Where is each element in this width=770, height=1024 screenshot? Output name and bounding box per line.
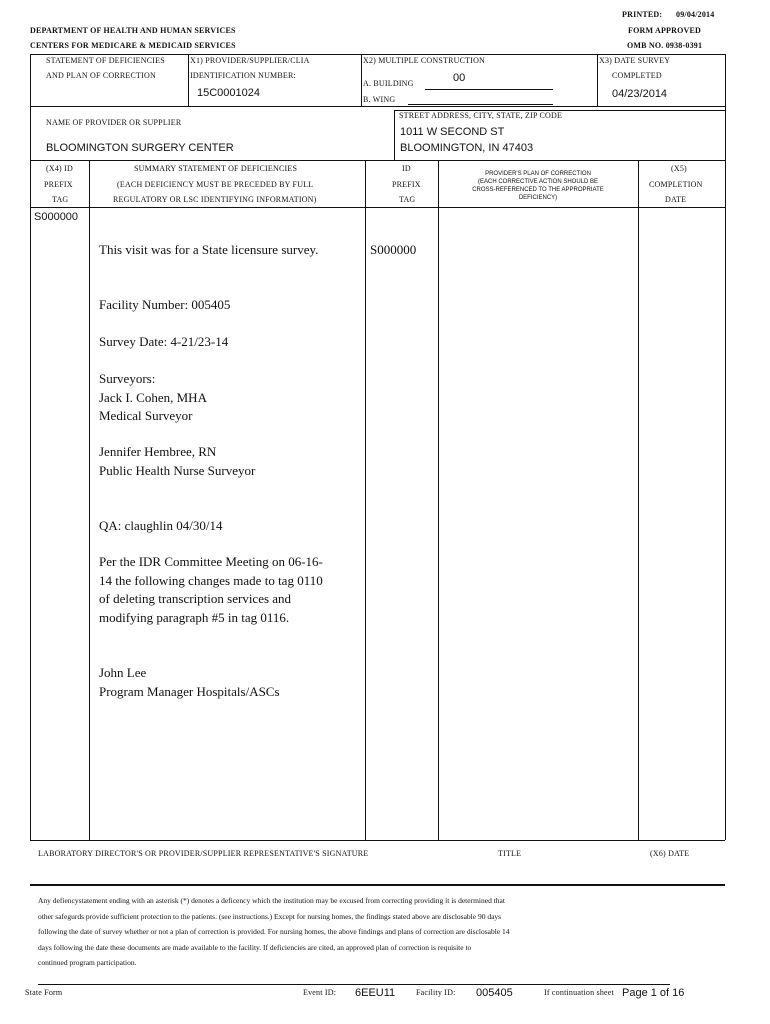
- department-title: DEPARTMENT OF HEALTH AND HUMAN SERVICES: [30, 26, 236, 35]
- paragraph-visit: This visit was for a State licensure survey.: [99, 242, 319, 257]
- signoff-title: Program Manager Hospitals/ASCs: [99, 683, 280, 699]
- omb-number: OMB NO. 0938-0391: [627, 41, 703, 50]
- x1-label-line2: IDENTIFICATION NUMBER:: [190, 71, 296, 80]
- plan-header-line2: (EACH CORRECTIVE ACTION SHOULD BE: [477, 179, 599, 185]
- address-street: 1011 W SECOND ST: [400, 126, 505, 138]
- address-label: STREET ADDRESS, CITY, STATE, ZIP CODE: [399, 111, 563, 120]
- x4-header-line2: PREFIX: [44, 180, 73, 189]
- id-header-line3: TAG: [399, 195, 416, 204]
- x4-header-line1: (X4) ID: [46, 164, 73, 173]
- id-header-line2: PREFIX: [392, 180, 421, 189]
- paragraph-survey-date: Survey Date: 4-21/23-14: [99, 334, 229, 349]
- building-label: A. BUILDING: [363, 79, 414, 88]
- signature-label: LABORATORY DIRECTOR'S OR PROVIDER/SUPPLIER REPRESENTATIVE'S SIGNATURE: [38, 849, 369, 858]
- title-label: TITLE: [498, 849, 522, 858]
- page-number: Page 1 of 16: [622, 987, 685, 999]
- building-value: 00: [453, 72, 466, 84]
- x5-header-line1: (X5): [671, 164, 687, 173]
- paragraph-qa: QA: claughlin 04/30/14: [99, 518, 223, 533]
- disclaimer-line5: continued program participation.: [38, 958, 137, 967]
- x5-header-line3: DATE: [665, 195, 687, 204]
- provider-name: BLOOMINGTON SURGERY CENTER: [46, 142, 234, 154]
- wing-label: B. WING: [363, 95, 396, 104]
- printed-label: PRINTED:: [622, 10, 663, 19]
- paragraph-facility-number: Facility Number: 005405: [99, 297, 231, 312]
- surveyors-heading: Surveyors:: [99, 371, 156, 386]
- disclaimer-line2: other safegurds provide sufficient protection to the patients. (see instructions.) Except for nursing homes, the findings stated above are disclosable 90 days: [38, 911, 502, 921]
- right-prefix-tag: S000000: [370, 242, 417, 257]
- provider-name-label: NAME OF PROVIDER OR SUPPLIER: [46, 118, 182, 127]
- x3-label-line2: COMPLETED: [612, 71, 662, 80]
- disclaimer-line3: following the date of survey whether or not a plan of correction is provided. For nursing homes, the above findings and plans of correction are disclosable 14: [38, 927, 510, 936]
- statement-label-line2: AND PLAN OF CORRECTION: [46, 71, 156, 80]
- summary-header-line2: (EACH DEFICIENCY MUST BE PRECEDED BY FULL: [117, 180, 314, 189]
- form-approved: FORM APPROVED: [628, 26, 702, 35]
- event-id-label: Event ID:: [303, 988, 337, 997]
- facility-id-label: Facility ID:: [416, 988, 456, 997]
- x6-date-label: (X6) DATE: [650, 849, 690, 858]
- disclaimer: [38, 893, 618, 971]
- signoff-name: John Lee: [99, 665, 147, 680]
- state-form-label: State Form: [25, 988, 63, 997]
- plan-header: [440, 170, 636, 202]
- survey-date-completed: 04/23/2014: [612, 88, 668, 100]
- plan-header-line1: PROVIDER'S PLAN OF CORRECTION: [485, 171, 591, 177]
- continuation-label: If continuation sheet: [544, 988, 614, 997]
- facility-id-value: 005405: [476, 987, 513, 999]
- left-prefix-tag: S000000: [34, 211, 79, 223]
- surveyor-1-title: Medical Surveyor: [99, 408, 193, 423]
- x1-label-line1: X1) PROVIDER/SUPPLIER/CLIA: [190, 56, 310, 65]
- paragraph-signoff: [99, 664, 329, 701]
- paragraph-surveyors: [99, 370, 329, 426]
- surveyor-2-name: Jennifer Hembree, RN: [99, 444, 217, 459]
- summary-header-line3: REGULATORY OR LSC IDENTIFYING INFORMATION): [113, 195, 317, 204]
- address-city: BLOOMINGTON, IN 47403: [400, 142, 534, 154]
- x3-label-line1: X3) DATE SURVEY: [599, 56, 671, 65]
- surveyor-1-name: Jack I. Cohen, MHA: [99, 389, 207, 405]
- disclaimer-line4: days following the date these documents are made available to the facility. If deficiencies are cited, an approved plan of correction is requisite to: [38, 942, 472, 952]
- paragraph-surveyor-2: [99, 443, 329, 480]
- x2-label: X2) MULTIPLE CONSTRUCTION: [363, 56, 486, 65]
- disclaimer-line1: Any defiencystatement ending with an asterisk (*) denotes a deficency which the institution may be excused from correcting providing it is determined that: [38, 896, 505, 905]
- id-header-line1: ID: [402, 164, 411, 173]
- statement-label-line1: STATEMENT OF DEFICIENCIES: [46, 56, 165, 65]
- clia-number: 15C0001024: [197, 87, 261, 99]
- event-id-value: 6EEU11: [355, 987, 396, 999]
- x4-header-line3: TAG: [52, 195, 69, 204]
- x5-header-line2: COMPLETION: [649, 180, 703, 189]
- plan-header-line4: DEFICIENCY): [518, 195, 558, 201]
- plan-header-line3: CROSS-REFERENCED TO THE APPROPRIATE: [472, 187, 604, 193]
- centers-title: CENTERS FOR MEDICARE & MEDICAID SERVICES: [30, 41, 236, 50]
- surveyor-2-title: Public Health Nurse Surveyor: [99, 462, 256, 478]
- printed-date: 09/04/2014: [676, 10, 715, 19]
- summary-header-line1: SUMMARY STATEMENT OF DEFICIENCIES: [134, 164, 298, 173]
- paragraph-idr-meeting: Per the IDR Committee Meeting on 06-16-14 the following changes made to tag 0110 of deleting transcription services and modifying paragraph #5 in tag 0116.: [99, 554, 323, 625]
